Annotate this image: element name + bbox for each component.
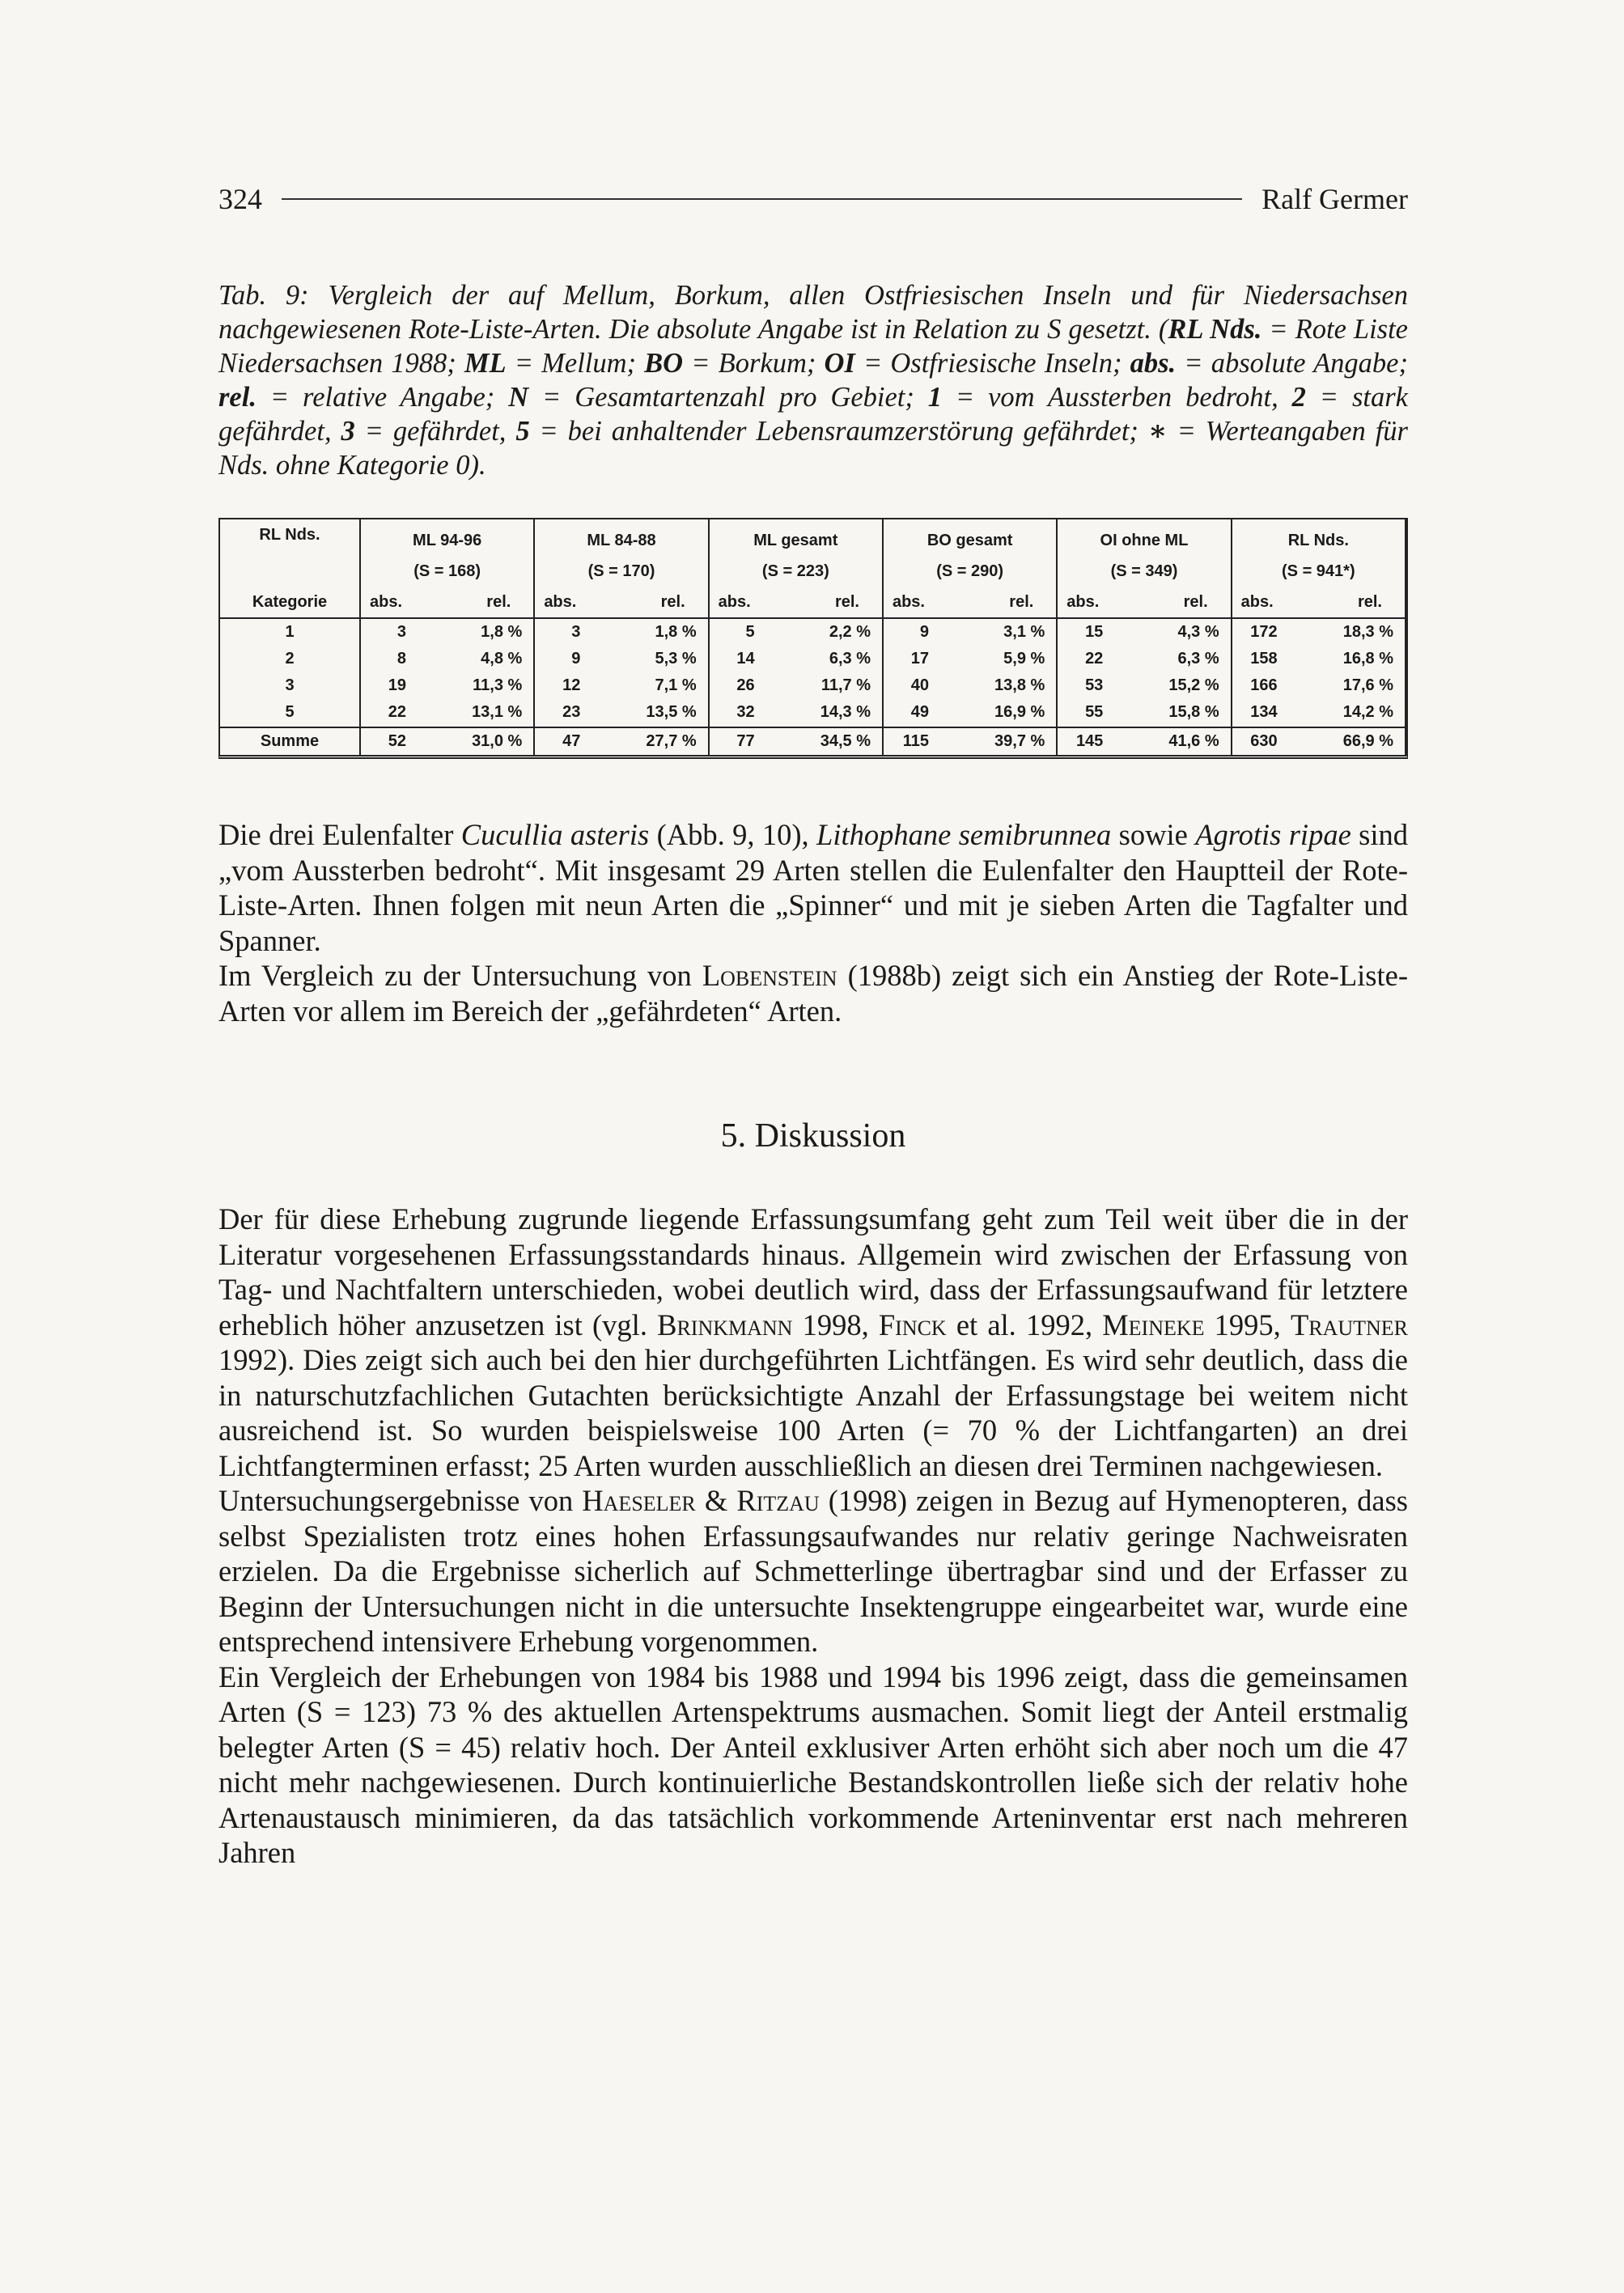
rel-cell: 14,3 % [760, 699, 883, 727]
red-list-table [218, 518, 1408, 759]
species-name: Cucullia asteris [460, 818, 650, 851]
paragraph [218, 1483, 1408, 1659]
caption-term: 3 [341, 416, 355, 447]
group-name-header: RL Nds. [1232, 519, 1406, 557]
abs-cell: 55 [1085, 703, 1104, 722]
rel-cell: 1,8 % [585, 618, 708, 646]
caption-text: = relative Angabe; [256, 382, 509, 413]
kategorie-cell: 3 [220, 672, 360, 699]
rel-cell: 4,3 % [1108, 618, 1231, 646]
text: & [695, 1484, 737, 1517]
abs-cell: 630 [1232, 727, 1283, 755]
group-name-header: BO gesamt [883, 519, 1057, 557]
paragraph [218, 958, 1408, 1028]
corner-header: RL Nds. [220, 519, 360, 587]
running-author: Ralf Germer [1261, 183, 1408, 215]
abs-cell: 158 [1250, 650, 1278, 668]
rel-header: rel. [1283, 587, 1406, 618]
group-size-header: (S = 223) [709, 557, 883, 587]
abs-cell: 47 [534, 727, 585, 755]
abs-header: abs. [883, 587, 934, 618]
caption-text: = absolute Angabe; [1176, 348, 1408, 379]
rel-cell: 16,9 % [934, 699, 1057, 727]
rel-header: rel. [934, 587, 1057, 618]
rel-header: rel. [1108, 587, 1231, 618]
group-name-header: ML 84-88 [534, 519, 708, 557]
kategorie-cell: 2 [220, 646, 360, 672]
text: Untersuchungsergebnisse von [218, 1484, 583, 1517]
caption-term: OI [824, 348, 855, 379]
rel-header: rel. [585, 587, 708, 618]
kategorie-cell: 5 [220, 699, 360, 727]
group-size-header: (S = 349) [1057, 557, 1231, 587]
header-rule [282, 198, 1242, 200]
rel-cell: 3,1 % [934, 618, 1057, 646]
caption-term: BO [644, 348, 684, 379]
text: et al. 1992, [946, 1308, 1103, 1341]
rel-cell: 27,7 % [585, 727, 708, 755]
rel-cell: 13,8 % [934, 672, 1057, 699]
text: 1998, [792, 1308, 879, 1341]
table-header-row [220, 519, 1406, 557]
group-size-header: (S = 168) [360, 557, 534, 587]
caption-text: = Mellum; [506, 348, 645, 379]
group-size-header: (S = 170) [534, 557, 708, 587]
abs-cell: 14 [736, 650, 755, 668]
rel-cell: 17,6 % [1283, 672, 1406, 699]
abs-cell: 19 [388, 676, 406, 695]
caption-text: = Rote Liste Niedersachsen 1988; [218, 314, 1408, 379]
abs-cell: 17 [910, 650, 929, 668]
rel-cell: 41,6 % [1108, 727, 1231, 755]
running-header [218, 176, 1408, 222]
results-text [218, 817, 1408, 1028]
table-header-row [220, 557, 1406, 587]
caption-text: = bei anhaltender Lebensraumzerstörung gefährdet; [529, 416, 1148, 447]
text: 1992). Dies zeigt sich auch bei den hier durchgeführten Lichtfängen. Es wird sehr deutlich, dass die in naturschutzfachlichen Gutachten berücksichtigte Anzahl der Erfassungstage bei weitem nicht ausreichend ist. So wurden beispielsweise 100 Arten (= 70 % der Lichtfangarten) an drei Lichtfangterminen erfasst; 25 Arten wurden ausschließlich an diesen drei Terminen nachgewiesen. [218, 1343, 1408, 1482]
text: Die drei Eulenfalter [218, 818, 461, 851]
abs-header: abs. [360, 587, 411, 618]
rel-header: rel. [760, 587, 883, 618]
rel-cell: 6,3 % [1108, 646, 1231, 672]
text: sind „vom Aussterben bedroht“. Mit insgesamt 29 Arten stellen die Eulenfalter den Hauptteil der Rote-Liste-Arten. Ihnen folgen mit neun Arten die „Spinner“ und mit je sieben Arten die Tagfalter und Spanner. [218, 818, 1408, 957]
abs-cell: 166 [1250, 676, 1278, 695]
caption-text: = gefährdet, [354, 416, 516, 447]
paragraph [218, 1202, 1408, 1483]
paragraph [218, 817, 1408, 958]
author-name: Haeseler [582, 1484, 696, 1517]
rel-cell: 6,3 % [760, 646, 883, 672]
rel-cell: 39,7 % [934, 727, 1057, 755]
author-name: Ritzau [736, 1484, 820, 1517]
table-sum-row [220, 727, 1406, 755]
caption-text: = Borkum; [683, 348, 825, 379]
paragraph: Ein Vergleich der Erhebungen von 1984 bis 1988 und 1994 bis 1996 zeigt, dass die gemeinsamen Arten (S = 123) 73 % des aktuellen Artenspektrums ausmachen. Somit liegt der Anteil erstmalig belegter Arten (S = 45) relativ hoch. Der Anteil exklusiver Arten erhöht sich aber noch um die 47 nicht mehr nachgewiesenen. Durch kontinuierliche Bestandskontrollen ließe sich der relativ hohe Artenaustausch minimieren, da das tatsächlich vorkommende Arteninventar erst nach mehreren Jahren [218, 1659, 1408, 1869]
rel-cell: 5,3 % [585, 646, 708, 672]
text: Der für diese Erhebung zugrunde liegende Erfassungsumfang geht zum Teil weit über die in der Literatur vorgesehenen Erfassungsstandards hinaus. Allgemein wird zwischen der Erfassung von Tag- und Nachtfaltern unterschieden, wobei deutlich wird, dass der Erfassungsaufwand für letztere erheblich höher anzusetzen ist (vgl. [218, 1202, 1408, 1341]
abs-cell: 40 [910, 676, 929, 695]
rel-header: rel. [411, 587, 534, 618]
group-size-header: (S = 290) [883, 557, 1057, 587]
table-caption [218, 278, 1408, 482]
kategorie-cell: 1 [220, 618, 360, 646]
table-row [220, 699, 1406, 727]
text: 1995, [1204, 1308, 1291, 1341]
species-name: Lithophane semibrunnea [816, 818, 1112, 851]
table-row [220, 672, 1406, 699]
abs-cell: 15 [1085, 623, 1104, 642]
abs-cell: 53 [1085, 676, 1104, 695]
rel-cell: 31,0 % [411, 727, 534, 755]
author-name: Brinkmann [657, 1308, 793, 1341]
table-row [220, 646, 1406, 672]
author-name: Trautner [1290, 1308, 1409, 1341]
abs-cell: 8 [396, 650, 406, 668]
section-heading: 5. Diskussion [720, 1117, 906, 1155]
abs-header: abs. [709, 587, 760, 618]
author-name: Lobenstein [702, 959, 837, 992]
kategorie-cell: Summe [220, 727, 360, 755]
rel-cell: 18,3 % [1283, 618, 1406, 646]
abs-cell: 3 [396, 623, 406, 642]
rel-cell: 13,1 % [411, 699, 534, 727]
rel-cell: 15,2 % [1108, 672, 1231, 699]
rel-cell: 2,2 % [760, 618, 883, 646]
caption-term: 5 [515, 416, 530, 447]
rel-cell: 66,9 % [1283, 727, 1406, 755]
rel-cell: 11,3 % [411, 672, 534, 699]
group-name-header: OI ohne ML [1057, 519, 1231, 557]
caption-term: rel. [218, 382, 257, 413]
caption-text: Tab. 9: Vergleich der auf Mellum, Borkum, allen Ostfriesischen Inseln und für Niedersachsen nachgewiesenen Rote-Liste-Arten. Die absolute Angabe ist in Relation zu S gesetzt. ( [218, 280, 1408, 345]
caption-text: = vom Aussterben bedroht, [942, 382, 1292, 413]
rel-cell: 11,7 % [760, 672, 883, 699]
abs-cell: 115 [883, 727, 934, 755]
rel-cell: 7,1 % [585, 672, 708, 699]
abs-cell: 172 [1250, 623, 1278, 642]
group-name-header: ML 94-96 [360, 519, 534, 557]
caption-text: = Gesamtartenzahl pro Gebiet; [528, 382, 928, 413]
discussion-text [218, 1202, 1408, 1871]
rel-cell: 4,8 % [411, 646, 534, 672]
abs-header: abs. [534, 587, 585, 618]
abs-cell: 134 [1250, 703, 1278, 722]
caption-term: ∗ [1147, 416, 1168, 447]
caption-term: ML [464, 348, 507, 379]
caption-text: = Ostfriesische Inseln; [854, 348, 1130, 379]
page-number: 324 [218, 183, 262, 215]
abs-cell: 52 [360, 727, 411, 755]
rel-cell: 13,5 % [585, 699, 708, 727]
caption-term: 2 [1291, 382, 1306, 413]
abs-cell: 9 [919, 623, 929, 642]
abs-cell: 3 [571, 623, 581, 642]
rel-cell: 16,8 % [1283, 646, 1406, 672]
abs-header: abs. [1232, 587, 1283, 618]
rel-cell: 14,2 % [1283, 699, 1406, 727]
table-subheader-row [220, 587, 1406, 618]
table-body [220, 519, 1406, 755]
text: (1988b) zeigt sich ein Anstieg der Rote-Liste-Arten vor allem im Bereich der „gefährdeten“ Arten. [218, 959, 1408, 1028]
caption-term: 1 [927, 382, 943, 413]
abs-cell: 5 [745, 623, 755, 642]
caption-term: N [508, 382, 529, 413]
group-size-header: (S = 941*) [1232, 557, 1406, 587]
text: (Abb. 9, 10), [649, 818, 817, 851]
caption-text: = Werteangaben für Nds. ohne Kategorie 0). [218, 416, 1408, 481]
abs-cell: 22 [1085, 650, 1104, 668]
abs-cell: 23 [562, 703, 581, 722]
abs-cell: 9 [571, 650, 581, 668]
rel-cell: 34,5 % [760, 727, 883, 755]
species-name: Agrotis ripae [1195, 818, 1351, 851]
author-name: Finck [878, 1308, 947, 1341]
kategorie-header: Kategorie [220, 587, 360, 618]
table-row [220, 618, 1406, 646]
caption-text: = stark gefährdet, [218, 382, 1408, 447]
text: sowie [1111, 818, 1196, 851]
caption-term: RL Nds. [1168, 314, 1262, 345]
group-name-header: ML gesamt [709, 519, 883, 557]
abs-cell: 145 [1057, 727, 1108, 755]
abs-cell: 12 [562, 676, 581, 695]
rel-cell: 1,8 % [411, 618, 534, 646]
abs-cell: 32 [736, 703, 755, 722]
abs-cell: 26 [736, 676, 755, 695]
abs-header: abs. [1057, 587, 1108, 618]
table [220, 519, 1406, 755]
abs-cell: 22 [388, 703, 406, 722]
caption-term: abs. [1130, 348, 1177, 379]
text: (1998) zeigen in Bezug auf Hymenopteren, dass selbst Spezialisten trotz eines hohen Erfassungsaufwandes nur relativ geringe Nachweisraten erzielen. Da die Ergebnisse sicherlich auf Schmetterlinge übertragbar sind und der Erfasser zu Beginn der Untersuchungen nicht in die untersuchte Insektengruppe eingearbeitet war, wurde eine entsprechend intensivere Erhebung vorgenommen. [218, 1484, 1408, 1658]
rel-cell: 5,9 % [934, 646, 1057, 672]
abs-cell: 77 [709, 727, 760, 755]
author-name: Meineke [1102, 1308, 1205, 1341]
text: Im Vergleich zu der Untersuchung von [218, 959, 702, 992]
abs-cell: 49 [910, 703, 929, 722]
rel-cell: 15,8 % [1108, 699, 1231, 727]
